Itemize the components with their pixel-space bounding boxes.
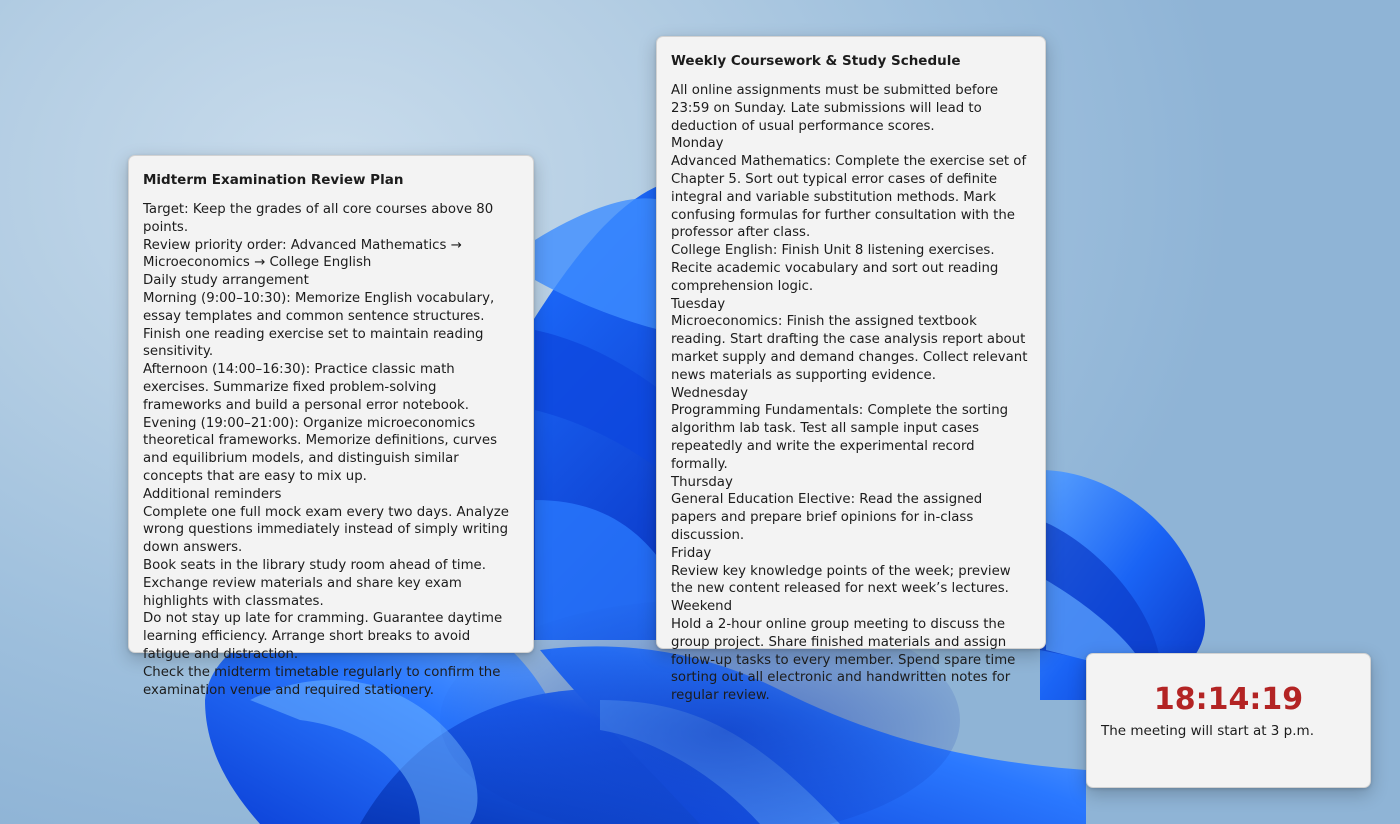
- sticky-note-midterm-review[interactable]: [128, 155, 534, 698]
- note-line: Book seats in the library study room ahead of time. Exchange review materials and share key exam highlights with classmates.: [143, 557, 486, 609]
- note-line: College English: Finish Unit 8 listening exercises. Recite academic vocabulary and sort out reading comprehension logic.: [671, 243, 999, 294]
- clock-time: 18:14:19: [1153, 682, 1304, 717]
- note-heading: Daily study arrangement: [143, 273, 309, 289]
- note-title: Weekly Coursework & Study Schedule: [671, 53, 961, 69]
- note-line: Review key knowledge points of the week; preview the new content released for next week’s lectures.: [671, 563, 1011, 597]
- meeting-reminder: The meeting will start at 3 p.m.: [1101, 723, 1314, 739]
- note-line: Microeconomics: Finish the assigned textbook reading. Start drafting the case analysis report about market supply and demand changes. Collect relevant news materials as supporting evidence.: [671, 314, 1028, 383]
- note-body[interactable]: [143, 201, 519, 699]
- note-line: Morning (9:00–10:30): Memorize English vocabulary, essay templates and common sentence structures. Finish one reading exercise set to maintain reading sensitivity.: [143, 290, 495, 360]
- note-line: Evening (19:00–21:00): Organize microeconomics theoretical frameworks. Memorize definitions, curves and equilibrium models, and distinguish similar concepts that are easy to mix up.: [143, 415, 498, 484]
- note-heading-thursday: Thursday: [671, 474, 733, 490]
- note-line: Programming Fundamentals: Complete the sorting algorithm lab task. Test all sample input cases repeatedly and write the experimental record formally.: [671, 403, 1009, 472]
- note-heading: Additional reminders: [143, 486, 282, 502]
- note-line: Check the midterm timetable regularly to confirm the examination venue and required stationery.: [143, 664, 501, 698]
- note-line: Do not stay up late for cramming. Guarantee daytime learning efficiency. Arrange short breaks to avoid fatigue and distraction.: [143, 611, 503, 662]
- note-line: General Education Elective: Read the assigned papers and prepare brief opinions for in-class discussion.: [671, 492, 983, 543]
- sticky-note-weekly-schedule[interactable]: [656, 36, 1046, 704]
- note-line: Target: Keep the grades of all core courses above 80 points.: [143, 202, 494, 235]
- note-title: Midterm Examination Review Plan: [143, 172, 404, 188]
- note-heading-wednesday: Wednesday: [671, 385, 748, 401]
- clock-widget[interactable]: [1086, 653, 1371, 788]
- note-line: Advanced Mathematics: Complete the exercise set of Chapter 5. Sort out typical error cases of definite integral and variable substitution methods. Mark confusing formulas for further consultation with the professor after class.: [671, 154, 1027, 241]
- note-heading-tuesday: Tuesday: [671, 296, 726, 312]
- note-line: Hold a 2-hour online group meeting to discuss the group project. Share finished materials and assign follow-up tasks to every member. Spend spare time sorting out all electronic and handwritten notes for regular review.: [671, 616, 1016, 704]
- note-heading-monday: Monday: [671, 136, 724, 152]
- note-line: Afternoon (14:00–16:30): Practice classic math exercises. Summarize fixed problem-solving frameworks and build a personal error notebook.: [143, 362, 469, 413]
- note-heading-weekend: Weekend: [671, 599, 733, 615]
- note-line: All online assignments must be submitted before 23:59 on Sunday. Late submissions will lead to deduction of usual performance scores.: [671, 83, 999, 134]
- note-heading-friday: Friday: [671, 545, 712, 561]
- note-body[interactable]: [671, 82, 1031, 705]
- note-line: Complete one full mock exam every two days. Analyze wrong questions immediately instead of simply writing down answers.: [143, 504, 509, 556]
- note-line: Review priority order: Advanced Mathematics → Microeconomics → College English: [143, 237, 462, 271]
